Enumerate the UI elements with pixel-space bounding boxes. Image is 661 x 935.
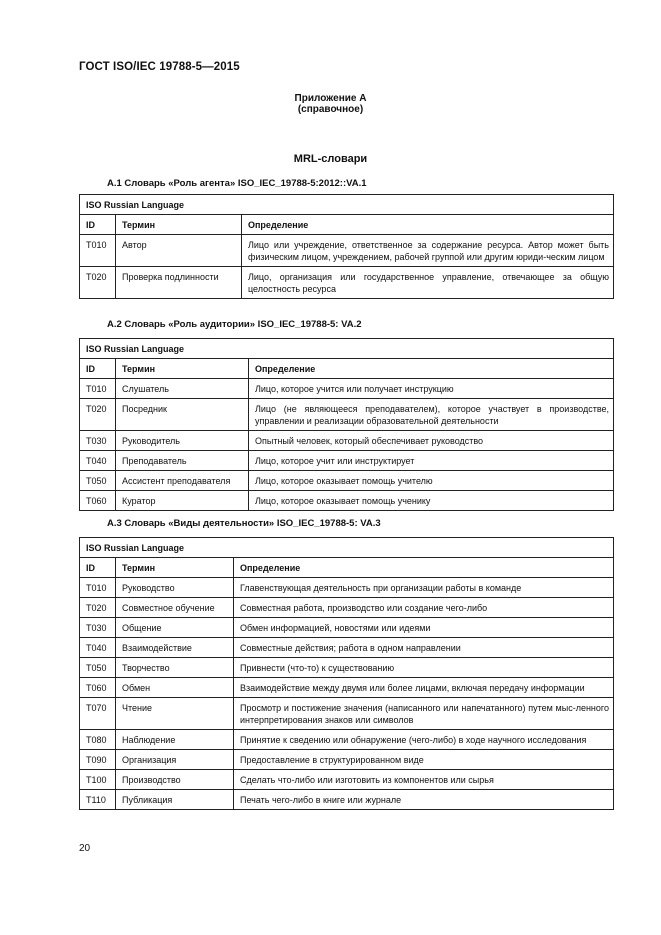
row-term: Куратор bbox=[116, 491, 249, 511]
language-row bbox=[80, 538, 614, 558]
vocab-table-a1 bbox=[79, 194, 614, 299]
row-definition: Главенствующая деятельность при организации работы в команде bbox=[234, 578, 614, 598]
page-number: 20 bbox=[79, 843, 91, 854]
language-cell: ISO Russian Language bbox=[80, 339, 614, 359]
row-definition: Просмотр и постижение значения (написанного или напечатанного) путем мыс-ленного интерпретирования знаков или символов bbox=[234, 698, 614, 730]
row-definition: Опытный человек, который обеспечивает руководство bbox=[249, 431, 614, 451]
table-row bbox=[80, 770, 614, 790]
row-id: T040 bbox=[80, 638, 116, 658]
table-row bbox=[80, 491, 614, 511]
row-term: Публикация bbox=[116, 790, 234, 810]
row-definition: Совместная работа, производство или создание чего-либо bbox=[234, 598, 614, 618]
table-row bbox=[80, 235, 614, 267]
section-title-a2: А.2 Словарь «Роль аудитории» ISO_IEC_19788-5: VA.2 bbox=[107, 319, 362, 330]
language-row bbox=[80, 339, 614, 359]
row-term: Посредник bbox=[116, 399, 249, 431]
table-row bbox=[80, 267, 614, 299]
table-row bbox=[80, 399, 614, 431]
row-definition: Обмен информацией, новостями или идеями bbox=[234, 618, 614, 638]
table-header-row bbox=[80, 558, 614, 578]
row-term: Слушатель bbox=[116, 379, 249, 399]
language-cell: ISO Russian Language bbox=[80, 195, 614, 215]
table-row bbox=[80, 678, 614, 698]
row-id: T090 bbox=[80, 750, 116, 770]
row-term: Преподаватель bbox=[116, 451, 249, 471]
row-definition: Привнести (что-то) к существованию bbox=[234, 658, 614, 678]
table-row bbox=[80, 431, 614, 451]
row-term: Общение bbox=[116, 618, 234, 638]
column-header-definition: Определение bbox=[234, 558, 614, 578]
row-id: T080 bbox=[80, 730, 116, 750]
table-row bbox=[80, 638, 614, 658]
column-header-term: Термин bbox=[116, 359, 249, 379]
row-term: Обмен bbox=[116, 678, 234, 698]
column-header-id: ID bbox=[80, 359, 116, 379]
row-id: T010 bbox=[80, 235, 116, 267]
vocab-table-body bbox=[80, 195, 614, 299]
row-definition: Предоставление в структурированном виде bbox=[234, 750, 614, 770]
row-term: Проверка подлинности bbox=[116, 267, 242, 299]
row-term: Руководство bbox=[116, 578, 234, 598]
column-header-definition: Определение bbox=[249, 359, 614, 379]
table-row bbox=[80, 750, 614, 770]
table-row bbox=[80, 471, 614, 491]
row-id: T110 bbox=[80, 790, 116, 810]
row-definition: Взаимодействие между двумя или более лицами, включая передачу информации bbox=[234, 678, 614, 698]
vocab-table-a2 bbox=[79, 338, 614, 511]
row-id: T020 bbox=[80, 267, 116, 299]
row-term: Творчество bbox=[116, 658, 234, 678]
section-title-a1: А.1 Словарь «Роль агента» ISO_IEC_19788-5:2012::VA.1 bbox=[107, 178, 367, 189]
row-id: T060 bbox=[80, 678, 116, 698]
table-row bbox=[80, 658, 614, 678]
row-id: T070 bbox=[80, 698, 116, 730]
row-term: Организация bbox=[116, 750, 234, 770]
table-row bbox=[80, 598, 614, 618]
standard-code: ГОСТ ISO/IEC 19788-5—2015 bbox=[79, 61, 240, 73]
row-id: T030 bbox=[80, 618, 116, 638]
row-id: T060 bbox=[80, 491, 116, 511]
row-term: Автор bbox=[116, 235, 242, 267]
row-definition: Лицо, которое оказывает помощь учителю bbox=[249, 471, 614, 491]
appendix-subtitle: (справочное) bbox=[297, 104, 364, 115]
row-id: T010 bbox=[80, 379, 116, 399]
row-term: Совместное обучение bbox=[116, 598, 234, 618]
row-term: Чтение bbox=[116, 698, 234, 730]
table-row bbox=[80, 698, 614, 730]
table-row bbox=[80, 790, 614, 810]
vocab-table-body bbox=[80, 339, 614, 511]
row-id: T030 bbox=[80, 431, 116, 451]
row-id: T010 bbox=[80, 578, 116, 598]
table-row bbox=[80, 578, 614, 598]
table-row bbox=[80, 730, 614, 750]
vocab-table-body bbox=[80, 538, 614, 810]
table-row bbox=[80, 618, 614, 638]
row-id: T040 bbox=[80, 451, 116, 471]
row-definition: Сделать что-либо или изготовить из компонентов или сырья bbox=[234, 770, 614, 790]
row-id: T020 bbox=[80, 399, 116, 431]
column-header-id: ID bbox=[80, 558, 116, 578]
table-header-row bbox=[80, 359, 614, 379]
row-term: Производство bbox=[116, 770, 234, 790]
table-row bbox=[80, 379, 614, 399]
document-title: MRL-словари bbox=[293, 153, 368, 165]
vocab-table-a3 bbox=[79, 537, 614, 810]
row-definition: Лицо, организация или государственное управление, отвечающее за общую целостность ресурса bbox=[242, 267, 614, 299]
row-definition: Лицо, которое оказывает помощь ученику bbox=[249, 491, 614, 511]
row-id: T050 bbox=[80, 658, 116, 678]
column-header-definition: Определение bbox=[242, 215, 614, 235]
row-definition: Принятие к сведению или обнаружение (чего-либо) в ходе научного исследования bbox=[234, 730, 614, 750]
row-definition: Печать чего-либо в книге или журнале bbox=[234, 790, 614, 810]
row-term: Руководитель bbox=[116, 431, 249, 451]
row-id: T050 bbox=[80, 471, 116, 491]
row-definition: Лицо или учреждение, ответственное за содержание ресурса. Автор может быть физическим лицом, учреждением, рабочей группой или другим юриди-ческим лицом bbox=[242, 235, 614, 267]
table-header-row bbox=[80, 215, 614, 235]
row-term: Взаимодействие bbox=[116, 638, 234, 658]
row-definition: Совместные действия; работа в одном направлении bbox=[234, 638, 614, 658]
table-row bbox=[80, 451, 614, 471]
row-term: Наблюдение bbox=[116, 730, 234, 750]
appendix-title: Приложение А bbox=[294, 93, 367, 104]
column-header-id: ID bbox=[80, 215, 116, 235]
column-header-term: Термин bbox=[116, 215, 242, 235]
row-definition: Лицо, которое учит или инструктирует bbox=[249, 451, 614, 471]
column-header-term: Термин bbox=[116, 558, 234, 578]
row-definition: Лицо (не являющееся преподавателем), которое участвует в производстве, управлении и реализации образовательной деятельности bbox=[249, 399, 614, 431]
section-title-a3: А.3 Словарь «Виды деятельности» ISO_IEC_19788-5: VA.3 bbox=[107, 518, 381, 529]
row-id: T020 bbox=[80, 598, 116, 618]
language-cell: ISO Russian Language bbox=[80, 538, 614, 558]
row-id: T100 bbox=[80, 770, 116, 790]
row-term: Ассистент преподавателя bbox=[116, 471, 249, 491]
row-definition: Лицо, которое учится или получает инструкцию bbox=[249, 379, 614, 399]
language-row bbox=[80, 195, 614, 215]
